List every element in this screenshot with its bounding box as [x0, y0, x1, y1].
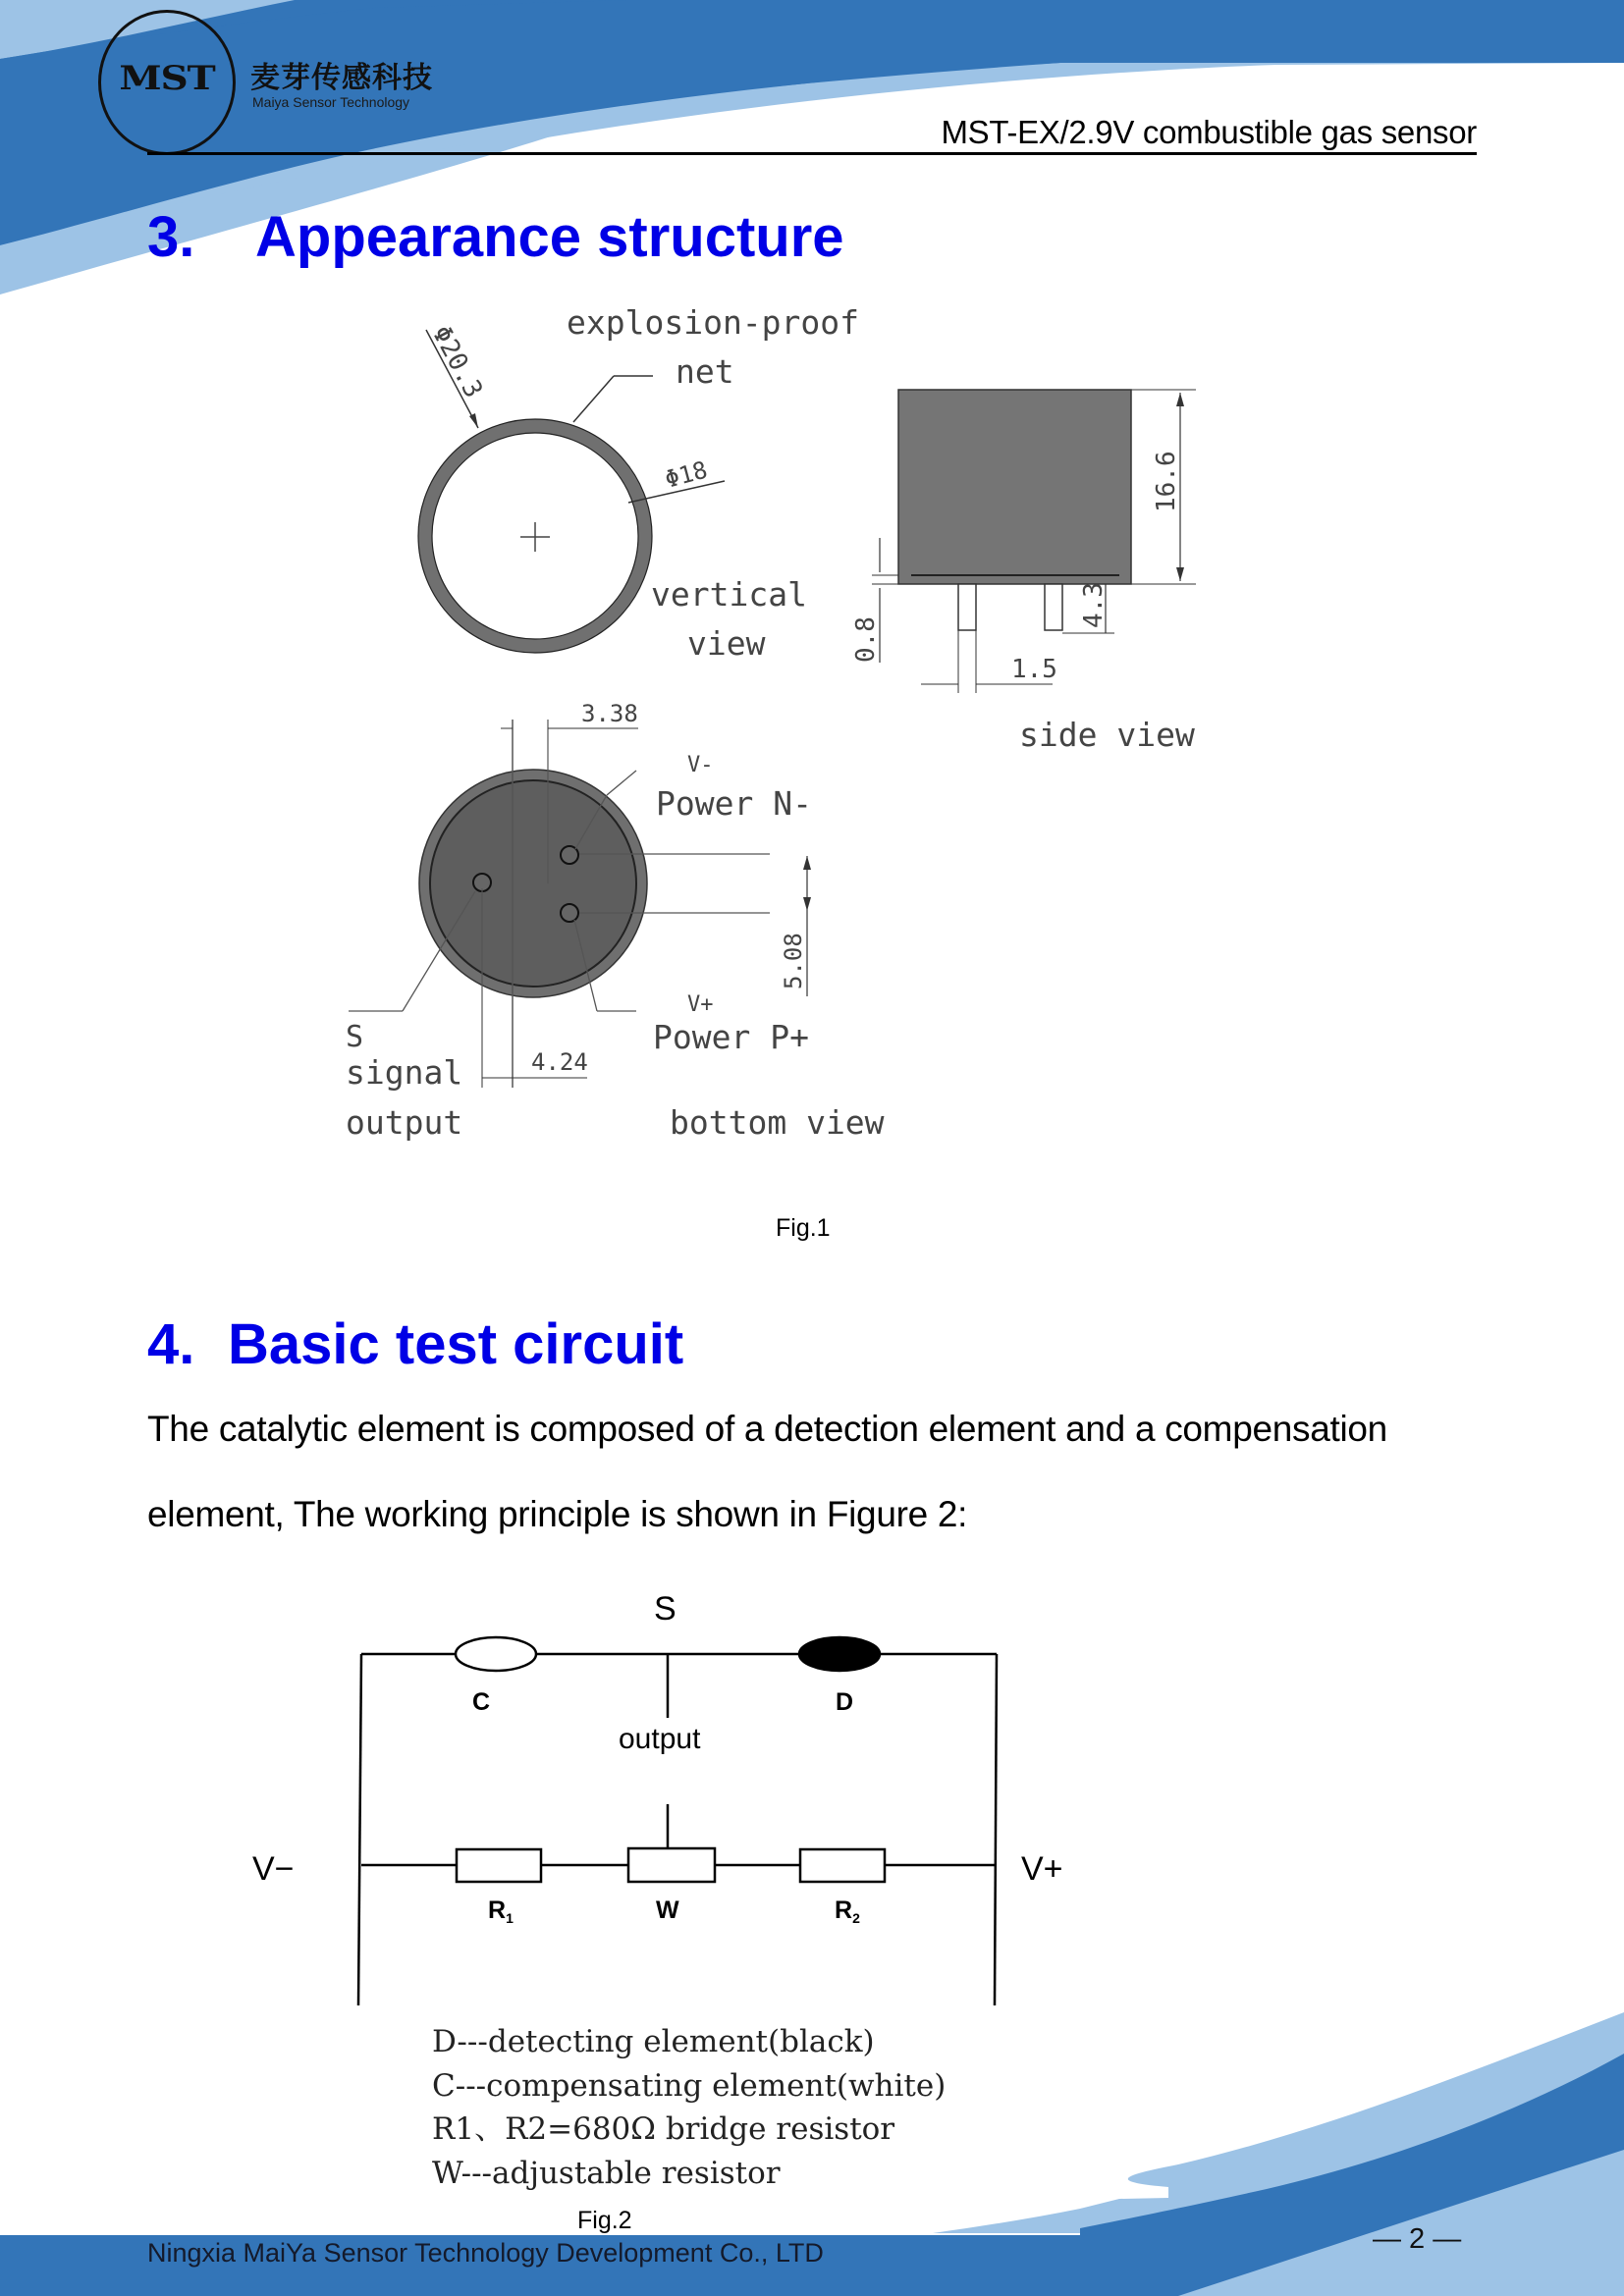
section-4-paragraph-line-2: element, The working principle is shown in Figure 2: — [147, 1494, 968, 1534]
detecting-element-d — [799, 1637, 880, 1671]
svg-text:Φ18: Φ18 — [662, 455, 711, 494]
legend-item: R1、R2=680Ω bridge resistor — [432, 2111, 895, 2147]
svg-text:Power P+: Power P+ — [653, 1018, 809, 1056]
compensating-element-c — [456, 1637, 536, 1671]
svg-text:output: output — [346, 1103, 463, 1142]
svg-text:signal: signal — [346, 1053, 463, 1092]
svg-text:output: output — [619, 1723, 701, 1755]
document-title: MST-EX/2.9V combustible gas sensor — [941, 114, 1477, 150]
svg-text:S: S — [346, 1020, 364, 1054]
svg-text:view: view — [687, 624, 766, 663]
legend-item: W---adjustable resistor — [432, 2155, 781, 2191]
circuit-legend — [432, 2020, 946, 2195]
svg-text:D: D — [836, 1688, 854, 1716]
adjustable-resistor-w — [628, 1848, 715, 1882]
section-3-title: Appearance structure — [255, 205, 844, 269]
page-number: — 2 — — [1373, 2223, 1462, 2255]
svg-text:5.08: 5.08 — [780, 933, 807, 989]
svg-text:Power N-: Power N- — [656, 784, 812, 823]
logo-chinese-name: 麦芽传感科技 — [250, 61, 433, 95]
svg-text:W: W — [656, 1896, 679, 1924]
svg-text:V+: V+ — [687, 992, 714, 1017]
svg-text:bottom view: bottom view — [670, 1103, 885, 1142]
svg-text:V−: V− — [252, 1850, 295, 1888]
svg-text:4.3: 4.3 — [1079, 582, 1109, 628]
svg-text:R1: $R_1$ — [488, 1896, 514, 1926]
section-4-title: Basic test circuit — [228, 1312, 684, 1376]
legend-item: D---detecting element(black) — [432, 2024, 875, 2059]
footer-company-name: Ningxia MaiYa Sensor Technology Development Co., LTD — [147, 2238, 824, 2268]
logo-english-name: Maiya Sensor Technology — [252, 94, 410, 110]
section-3-number: 3. — [147, 205, 195, 269]
svg-text:3.38: 3.38 — [581, 700, 638, 727]
svg-text:side view: side view — [1019, 716, 1195, 754]
section-4-paragraph-line-1: The catalytic element is composed of a detection element and a compensation — [147, 1409, 1387, 1449]
figure-2-caption: Fig.2 — [577, 2207, 632, 2234]
svg-text:explosion-proof: explosion-proof — [567, 303, 860, 342]
svg-text:V+: V+ — [1021, 1850, 1063, 1888]
svg-text:S: S — [654, 1590, 677, 1628]
resistor-r1 — [457, 1849, 541, 1882]
section-4-number: 4. — [147, 1312, 195, 1376]
figure-1-caption: Fig.1 — [776, 1214, 831, 1242]
svg-text:net: net — [676, 352, 734, 391]
svg-text:Φ20.3: Φ20.3 — [425, 321, 489, 403]
svg-text:1.5: 1.5 — [1011, 655, 1057, 684]
svg-text:C: C — [472, 1688, 491, 1716]
legend-item: C---compensating element(white) — [432, 2067, 947, 2104]
svg-text:0.8: 0.8 — [851, 616, 881, 663]
logo-mark: MST — [119, 59, 215, 98]
svg-text:vertical: vertical — [651, 575, 807, 614]
resistor-r2 — [800, 1849, 885, 1882]
svg-text:V-: V- — [687, 753, 714, 777]
svg-text:4.24: 4.24 — [531, 1048, 588, 1076]
svg-text:R2: $R_2$ — [835, 1896, 860, 1926]
svg-text:16.6: 16.6 — [1152, 451, 1181, 512]
